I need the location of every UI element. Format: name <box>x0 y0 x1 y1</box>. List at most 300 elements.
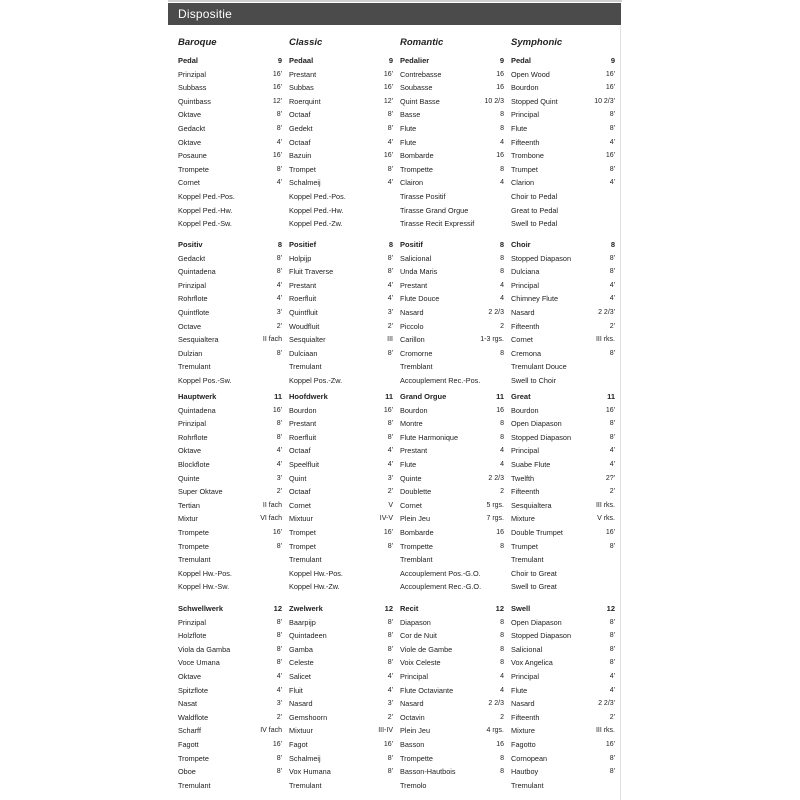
stop-row <box>289 431 393 445</box>
stop-row <box>511 567 615 581</box>
stop-row <box>400 306 504 320</box>
stop-row <box>289 176 393 190</box>
stop-row <box>511 616 615 630</box>
manual-name: Positif <box>400 240 423 249</box>
stop-row <box>400 656 504 670</box>
stop-name: Double Trumpet <box>511 527 563 537</box>
stop-name: Accouplement Rec.-G.O. <box>400 582 482 592</box>
stop-name: Gedekt <box>289 123 313 133</box>
stop-row <box>178 444 282 458</box>
stop-pitch: II fach <box>262 336 282 344</box>
stop-pitch: 4' <box>276 686 282 694</box>
stop-pitch: 16' <box>383 152 393 160</box>
stop-row <box>178 629 282 643</box>
stop-row <box>400 217 504 231</box>
stop-name: Fifteenth <box>511 712 540 722</box>
stop-name: Stopped Quint <box>511 96 558 106</box>
stop-name: Flute Harmonique <box>400 432 458 442</box>
stop-pitch: 8' <box>387 768 393 776</box>
stop-name: Cor de Nuit <box>400 631 437 641</box>
stop-pitch: 4 <box>500 179 504 187</box>
stop-pitch: 8' <box>276 618 282 626</box>
stop-name: Bourdon <box>511 405 539 415</box>
stop-row <box>289 95 393 109</box>
stop-name: Trompette <box>400 541 433 551</box>
stop-row <box>511 404 615 418</box>
stop-row <box>400 347 504 361</box>
stop-row <box>289 81 393 95</box>
stop-name: Trompette <box>400 164 433 174</box>
stop-name: Roerfluit <box>289 432 317 442</box>
stop-name: Roerfluit <box>289 294 317 304</box>
stop-pitch: III rks. <box>595 727 615 735</box>
stop-pitch: 8 <box>500 111 504 119</box>
stop-name: Gedackt <box>178 123 206 133</box>
stop-name: Trombone <box>511 151 544 161</box>
stop-pitch: 4' <box>276 295 282 303</box>
stop-name: Prestant <box>289 69 317 79</box>
stop-row <box>400 122 504 136</box>
stop-row <box>400 724 504 738</box>
stop-pitch: 8 <box>500 659 504 667</box>
stop-row <box>511 684 615 698</box>
stop-name: Koppel Ped.-Hw. <box>178 205 233 215</box>
stop-pitch: 16' <box>272 406 282 414</box>
stop-pitch: 4' <box>276 447 282 455</box>
stop-name: Doublette <box>400 487 432 497</box>
stop-name: Cornet <box>511 335 533 345</box>
stop-pitch: 4' <box>387 460 393 468</box>
stop-pitch: 8' <box>609 659 615 667</box>
stop-row <box>289 108 393 122</box>
stop-row <box>289 163 393 177</box>
stop-row <box>511 485 615 499</box>
stop-name: Fifteenth <box>511 321 540 331</box>
stop-pitch: 16' <box>383 528 393 536</box>
stop-name: Piccolo <box>400 321 424 331</box>
stop-pitch: 4 <box>500 138 504 146</box>
stop-pitch: 5 rgs. <box>486 501 504 509</box>
stop-name: Carillon <box>400 335 425 345</box>
stop-name: Clarion <box>511 178 535 188</box>
stop-name: Koppel Hw.-Zw. <box>289 582 340 592</box>
manual-section <box>400 390 504 594</box>
stop-name: Tremulant <box>289 555 322 565</box>
stop-name: Blockflote <box>178 459 210 469</box>
stop-row <box>400 404 504 418</box>
stop-row <box>178 136 282 150</box>
stop-count: 9 <box>277 56 282 65</box>
stop-name: Principal <box>511 280 539 290</box>
stop-pitch: 16' <box>605 152 615 160</box>
stop-count: 8 <box>610 240 615 249</box>
stop-pitch: 8 <box>500 542 504 550</box>
stop-name: Prestant <box>289 280 317 290</box>
stop-row <box>511 670 615 684</box>
stop-pitch: 7 rgs. <box>486 515 504 523</box>
stop-row <box>511 360 615 374</box>
stop-pitch: III-IV <box>378 727 393 735</box>
stop-count: 9 <box>499 56 504 65</box>
stop-row <box>289 656 393 670</box>
stop-name: Cremona <box>511 348 542 358</box>
stop-pitch: 8' <box>387 165 393 173</box>
stop-row <box>178 485 282 499</box>
stop-row <box>511 252 615 266</box>
stop-row <box>400 472 504 486</box>
stop-name: Open Diapason <box>511 419 562 429</box>
stop-name: Gamba <box>289 644 313 654</box>
stop-pitch: 16' <box>383 406 393 414</box>
style-column-baroque <box>178 36 282 790</box>
stop-pitch: 3' <box>276 474 282 482</box>
stop-row <box>289 765 393 779</box>
stop-pitch: 8' <box>276 111 282 119</box>
stop-pitch: 4 <box>500 672 504 680</box>
stop-row <box>178 526 282 540</box>
stop-row <box>511 265 615 279</box>
stop-row <box>400 670 504 684</box>
stop-row <box>511 149 615 163</box>
stop-row <box>400 333 504 347</box>
stop-name: Sesquialtera <box>178 335 219 345</box>
stop-pitch: 4' <box>609 447 615 455</box>
stop-name: Choir to Great <box>511 568 557 578</box>
stop-row <box>511 765 615 779</box>
stop-name: Oktave <box>178 137 202 147</box>
stop-name: Oktave <box>178 671 202 681</box>
stop-name: Mixture <box>511 514 535 524</box>
stop-row <box>400 567 504 581</box>
manual-section <box>178 54 282 231</box>
stop-pitch: III rks. <box>595 336 615 344</box>
stop-name: Koppel Hw.-Pos. <box>178 568 232 578</box>
stop-row <box>178 163 282 177</box>
stop-pitch: V rks. <box>597 515 615 523</box>
stop-name: Tremulant <box>178 362 211 372</box>
stop-pitch: 8' <box>387 645 393 653</box>
manual-header <box>511 390 615 404</box>
stop-name: Swell to Pedal <box>511 219 558 229</box>
stop-pitch: 2' <box>276 713 282 721</box>
stop-row <box>178 404 282 418</box>
stop-name: Stopped Diapason <box>511 432 572 442</box>
stop-name: Gemshoorn <box>289 712 328 722</box>
manual-section <box>400 54 504 231</box>
stop-row <box>289 279 393 293</box>
stop-pitch: 4 <box>500 295 504 303</box>
stop-pitch: 16' <box>383 70 393 78</box>
stop-row <box>511 526 615 540</box>
stop-name: Basson <box>400 739 425 749</box>
stop-row <box>400 540 504 554</box>
stop-pitch: 8' <box>609 420 615 428</box>
stop-pitch: 4' <box>276 672 282 680</box>
stop-pitch: 4' <box>609 179 615 187</box>
stop-row <box>178 684 282 698</box>
stop-row <box>178 333 282 347</box>
stop-row <box>178 499 282 513</box>
stop-pitch: 10 2/3 <box>484 97 504 105</box>
stop-row <box>289 68 393 82</box>
stop-pitch: 2 <box>500 713 504 721</box>
stop-row <box>289 190 393 204</box>
stop-name: Vox Angelica <box>511 658 553 668</box>
stop-pitch: 8' <box>609 124 615 132</box>
stop-pitch: 16 <box>496 528 504 536</box>
stop-name: Trompete <box>178 164 209 174</box>
stop-name: Mixtuur <box>289 726 313 736</box>
stop-row <box>511 122 615 136</box>
top-border <box>168 0 622 2</box>
stop-count: 9 <box>388 56 393 65</box>
stop-row <box>511 553 615 567</box>
stop-row <box>400 136 504 150</box>
stop-name: Koppel Pos.-Sw. <box>178 375 232 385</box>
stop-row <box>289 472 393 486</box>
stop-pitch: 10 2/3' <box>594 97 615 105</box>
stop-name: Trompet <box>289 164 316 174</box>
stop-name: Fluit <box>289 685 303 695</box>
stop-name: Koppel Ped.-Pos. <box>289 191 346 201</box>
stop-row <box>178 347 282 361</box>
stop-row <box>178 149 282 163</box>
stop-name: Koppel Ped.-Hw. <box>289 205 344 215</box>
stop-row <box>178 176 282 190</box>
stop-pitch: 8' <box>276 754 282 762</box>
stop-pitch: 8' <box>609 768 615 776</box>
stop-row <box>289 526 393 540</box>
stop-row <box>400 684 504 698</box>
stop-pitch: 8' <box>609 645 615 653</box>
stop-pitch: 2' <box>609 713 615 721</box>
stop-row <box>400 68 504 82</box>
manual-header <box>178 390 282 404</box>
stop-name: Tirasse Positif <box>400 191 446 201</box>
stop-row <box>178 697 282 711</box>
stop-row <box>178 540 282 554</box>
stop-name: Salicional <box>511 644 543 654</box>
stop-row <box>511 292 615 306</box>
stop-row <box>511 320 615 334</box>
stop-row <box>400 765 504 779</box>
stop-row <box>511 81 615 95</box>
stop-name: Bombarde <box>400 527 434 537</box>
stop-row <box>178 306 282 320</box>
stop-name: Quinte <box>400 473 422 483</box>
stop-row <box>400 204 504 218</box>
stop-pitch: 8 <box>500 349 504 357</box>
stop-pitch: 8' <box>276 268 282 276</box>
manual-section <box>178 390 282 594</box>
stop-name: Oktave <box>178 110 202 120</box>
stop-name: Chimney Flute <box>511 294 559 304</box>
stop-row <box>289 292 393 306</box>
manual-name: Grand Orgue <box>400 392 447 401</box>
stop-name: Tremulant <box>289 780 322 790</box>
stop-row <box>289 458 393 472</box>
manual-name: Hoofdwerk <box>289 392 328 401</box>
stop-row <box>400 711 504 725</box>
stop-pitch: 8' <box>387 433 393 441</box>
stop-pitch: IV fach <box>260 727 282 735</box>
stop-name: Tremolo <box>400 780 427 790</box>
stop-row <box>400 643 504 657</box>
stop-pitch: 8 <box>500 254 504 262</box>
stop-name: Mixtur <box>178 514 198 524</box>
stop-row <box>289 643 393 657</box>
stop-pitch: 4 <box>500 686 504 694</box>
stop-row <box>511 779 615 793</box>
stop-pitch: 4' <box>387 686 393 694</box>
stop-row <box>289 752 393 766</box>
stop-name: Tirasse Grand Orgue <box>400 205 469 215</box>
stop-name: Waldflote <box>178 712 209 722</box>
stop-name: Quint <box>289 473 307 483</box>
stop-name: Open Wood <box>511 69 550 79</box>
stop-pitch: 1-3 rgs. <box>480 336 504 344</box>
stop-pitch: 8' <box>609 268 615 276</box>
stop-name: Octavin <box>400 712 425 722</box>
stop-row <box>511 190 615 204</box>
stop-row <box>289 320 393 334</box>
stop-pitch: 16 <box>496 70 504 78</box>
stop-pitch: 16' <box>383 740 393 748</box>
stop-row <box>289 360 393 374</box>
stop-name: Schalmeij <box>289 753 321 763</box>
stop-row <box>289 149 393 163</box>
stop-row <box>400 360 504 374</box>
stop-pitch: 2?' <box>605 474 615 482</box>
stop-pitch: 2' <box>387 488 393 496</box>
stop-row <box>511 656 615 670</box>
stop-pitch: 3' <box>276 308 282 316</box>
stop-name: Tremulant <box>178 555 211 565</box>
stop-name: Schalmeij <box>289 178 321 188</box>
stop-row <box>178 431 282 445</box>
stop-row <box>400 292 504 306</box>
stop-name: Subbass <box>178 83 207 93</box>
manual-header <box>400 390 504 404</box>
stop-pitch: 4 <box>500 281 504 289</box>
manual-section <box>289 238 393 388</box>
stop-row <box>400 176 504 190</box>
stop-name: Koppel Ped.-Sw. <box>178 219 232 229</box>
stop-row <box>511 306 615 320</box>
style-title: Symphonic <box>511 37 563 48</box>
stop-row <box>400 616 504 630</box>
stop-name: Trumpet <box>511 541 538 551</box>
stop-name: Nasard <box>289 699 313 709</box>
stop-name: Cornet <box>178 178 200 188</box>
stop-name: Principal <box>511 110 539 120</box>
manual-section <box>511 602 615 792</box>
stop-row <box>178 68 282 82</box>
stop-row <box>511 417 615 431</box>
stop-pitch: 8' <box>276 659 282 667</box>
stop-name: Tertian <box>178 500 200 510</box>
stop-row <box>178 512 282 526</box>
stop-row <box>178 752 282 766</box>
stop-row <box>178 265 282 279</box>
stop-row <box>178 711 282 725</box>
stop-name: Cornet <box>289 500 311 510</box>
stop-row <box>511 697 615 711</box>
stop-pitch: 8' <box>276 254 282 262</box>
manual-name: Pedaal <box>289 56 314 65</box>
stop-pitch: VI fach <box>260 515 282 523</box>
stop-name: Plein Jeu <box>400 514 431 524</box>
stop-row <box>400 149 504 163</box>
stop-pitch: 4' <box>387 179 393 187</box>
stop-name: Soubasse <box>400 83 433 93</box>
stop-row <box>289 697 393 711</box>
manual-header <box>289 602 393 616</box>
stop-name: Sesquialtera <box>511 500 552 510</box>
stop-count: 12 <box>606 604 615 613</box>
stop-pitch: 8' <box>276 433 282 441</box>
stop-name: Trompete <box>178 753 209 763</box>
stop-row <box>511 458 615 472</box>
stop-row <box>511 279 615 293</box>
stop-name: Great to Pedal <box>511 205 559 215</box>
stop-row <box>178 81 282 95</box>
stop-pitch: 2 <box>500 488 504 496</box>
stop-row <box>178 724 282 738</box>
stop-row <box>400 163 504 177</box>
stop-name: Octaaf <box>289 446 311 456</box>
stop-pitch: 8' <box>387 111 393 119</box>
stop-pitch: 16' <box>272 70 282 78</box>
stop-name: Principal <box>511 446 539 456</box>
stop-pitch: 8' <box>609 433 615 441</box>
manual-section <box>289 54 393 231</box>
stop-pitch: 4' <box>276 138 282 146</box>
stop-pitch: 4' <box>609 281 615 289</box>
stop-row <box>400 95 504 109</box>
stop-row <box>178 320 282 334</box>
stop-name: Dulciaan <box>289 348 318 358</box>
stop-pitch: 8' <box>387 268 393 276</box>
stop-name: Quinte <box>178 473 200 483</box>
stop-row <box>289 616 393 630</box>
stop-name: Bourdon <box>511 83 539 93</box>
stop-name: Tremulant <box>511 555 544 565</box>
stop-name: Quintfluit <box>289 307 318 317</box>
stop-row <box>511 738 615 752</box>
stop-row <box>400 190 504 204</box>
stop-row <box>400 499 504 513</box>
manual-section <box>400 238 504 388</box>
stop-pitch: 4' <box>387 138 393 146</box>
stop-name: Nasard <box>400 699 424 709</box>
stop-count: 8 <box>499 240 504 249</box>
stop-name: Swell to Choir <box>511 375 557 385</box>
page-title: Dispositie <box>178 7 233 21</box>
stop-name: Scharff <box>178 726 201 736</box>
stop-row <box>511 724 615 738</box>
stop-row <box>511 540 615 554</box>
stop-name: Cornet <box>400 500 422 510</box>
stop-pitch: 16' <box>272 740 282 748</box>
stop-row <box>511 499 615 513</box>
manual-section <box>178 238 282 388</box>
stop-row <box>289 204 393 218</box>
stop-row <box>178 204 282 218</box>
stop-row <box>400 374 504 388</box>
stop-pitch: 2' <box>609 322 615 330</box>
stop-pitch: 4 rgs. <box>486 727 504 735</box>
